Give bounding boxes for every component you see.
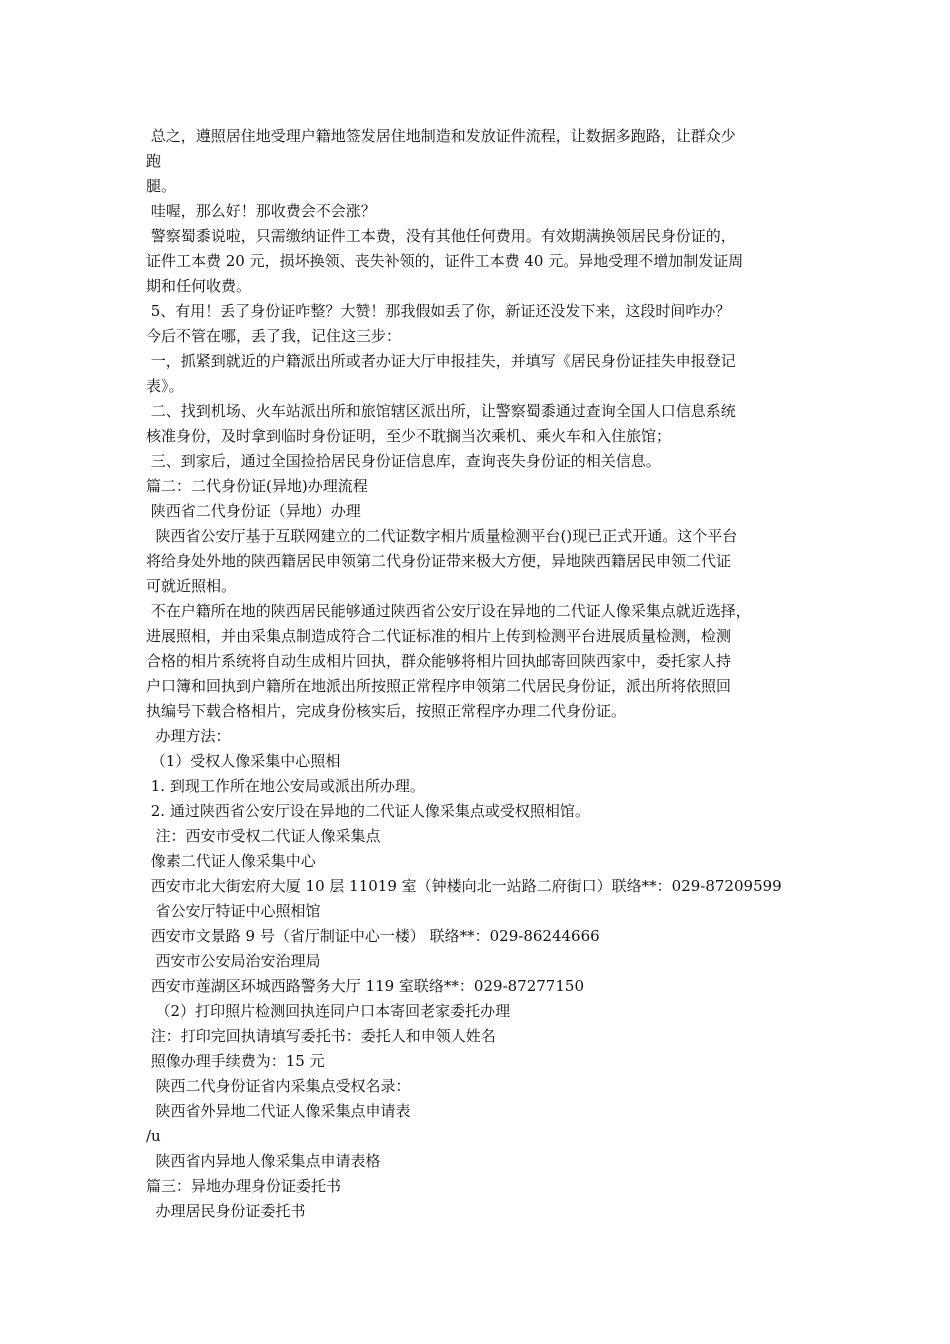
text-line: 户口簿和回执到户籍所在地派出所按照正常程序申领第二代居民身份证，派出所将依照回 xyxy=(146,677,732,695)
text-line: 可就近照相。 xyxy=(146,577,237,595)
document-body xyxy=(146,124,814,1224)
text-line: 期和任何收费。 xyxy=(146,277,252,295)
text-line: 陕西省内异地人像采集点申请表格 xyxy=(146,1152,381,1170)
text-line: /u xyxy=(146,1127,161,1145)
text-line: 将给身处外地的陕西籍居民申领第二代身份证带来极大方便，异地陕西籍居民申领二代证 xyxy=(146,552,732,570)
text-line: 篇三：异地办理身份证委托书 xyxy=(146,1177,342,1195)
text-line: 照像办理手续费为：15 元 xyxy=(146,1052,325,1070)
text-line: 西安市北大街宏府大厦 10 层 11019 室（钟楼向北一站路二府街口）联络**：029-87209599 xyxy=(146,877,782,895)
text-line: 警察蜀黍说啦，只需缴纳证件工本费，没有其他任何费用。有效期满换领居民身份证的， xyxy=(146,227,736,245)
text-line: 哇喔，那么好！那收费会不会涨？ xyxy=(146,202,376,220)
text-line: （2）打印照片检测回执连同户口本寄回老家委托办理 xyxy=(146,1002,511,1020)
text-line: 篇二：二代身份证(异地)办理流程 xyxy=(146,477,368,495)
text-line: 陕西省二代身份证（异地）办理 xyxy=(146,502,361,520)
text-line: 跑 xyxy=(146,152,162,170)
text-line: 西安市文景路 9 号（省厅制证中心一楼） 联络**：029-86244666 xyxy=(146,927,600,945)
text-line: 证件工本费 20 元，损坏换领、丧失补领的，证件工本费 40 元。异地受理不增加制发证周 xyxy=(146,252,744,270)
text-line: 进展照相，并由采集点制造成符合二代证标准的相片上传到检测平台进展质量检测，检测 xyxy=(146,627,732,645)
text-line: 表》。 xyxy=(146,377,184,395)
text-line: 像素二代证人像采集中心 xyxy=(146,852,316,870)
text-line: 合格的相片系统将自动生成相片回执，群众能够将相片回执邮寄回陕西家中，委托家人持 xyxy=(146,652,732,670)
text-line: 2. 通过陕西省公安厅设在异地的二代证人像采集点或受权照相馆。 xyxy=(146,802,590,820)
text-line: （1）受权人像采集中心照相 xyxy=(146,752,341,770)
text-line: 办理方法： xyxy=(146,727,231,745)
text-line: 陕西省公安厅基于互联网建立的二代证数字相片质量检测平台()现已正式开通。这个平台 xyxy=(146,527,738,545)
text-line: 省公安厅特证中心照相馆 xyxy=(146,902,321,920)
text-line: 陕西省外异地二代证人像采集点申请表 xyxy=(146,1102,411,1120)
text-line: 二、找到机场、火车站派出所和旅馆辖区派出所，让警察蜀黍通过查询全国人口信息系统 xyxy=(146,402,736,420)
text-line: 今后不管在哪，丢了我，记住这三步： xyxy=(146,327,402,345)
text-line: 执编号下载合格相片，完成身份核实后，按照正常程序办理二代身份证。 xyxy=(146,702,627,720)
text-line: 1. 到现工作所在地公安局或派出所办理。 xyxy=(146,777,425,795)
text-line: 一，抓紧到就近的户籍派出所或者办证大厅申报挂失，并填写《居民身份证挂失申报登记 xyxy=(146,352,736,370)
text-line: 西安市莲湖区环城西路警务大厅 119 室联络**：029-87277150 xyxy=(146,977,584,995)
text-line: 陕西二代身份证省内采集点受权名录： xyxy=(146,1077,411,1095)
text-line: 西安市公安局治安治理局 xyxy=(146,952,321,970)
text-line: 5、有用！丢了身份证咋整？大赞！那我假如丢了你，新证还没发下来，这段时间咋办？ xyxy=(146,302,731,320)
text-line: 核准身份，及时拿到临时身份证明，至少不耽搁当次乘机、乘火车和入住旅馆； xyxy=(146,427,672,445)
text-line: 腿。 xyxy=(146,177,177,195)
text-line: 办理居民身份证委托书 xyxy=(146,1202,306,1220)
text-line: 三、到家后，通过全国捡拾居民身份证信息库，查询丧失身份证的相关信息。 xyxy=(146,452,661,470)
text-line: 总之，遵照居住地受理户籍地签发居住地制造和发放证件流程，让数据多跑路，让群众少 xyxy=(146,127,736,145)
text-line: 注：打印完回执请填写委托书：委托人和申领人姓名 xyxy=(146,1027,496,1045)
text-line: 不在户籍所在地的陕西居民能够通过陕西省公安厅设在异地的二代证人像采集点就近选择， xyxy=(146,602,751,620)
text-line: 注：西安市受权二代证人像采集点 xyxy=(146,827,381,845)
